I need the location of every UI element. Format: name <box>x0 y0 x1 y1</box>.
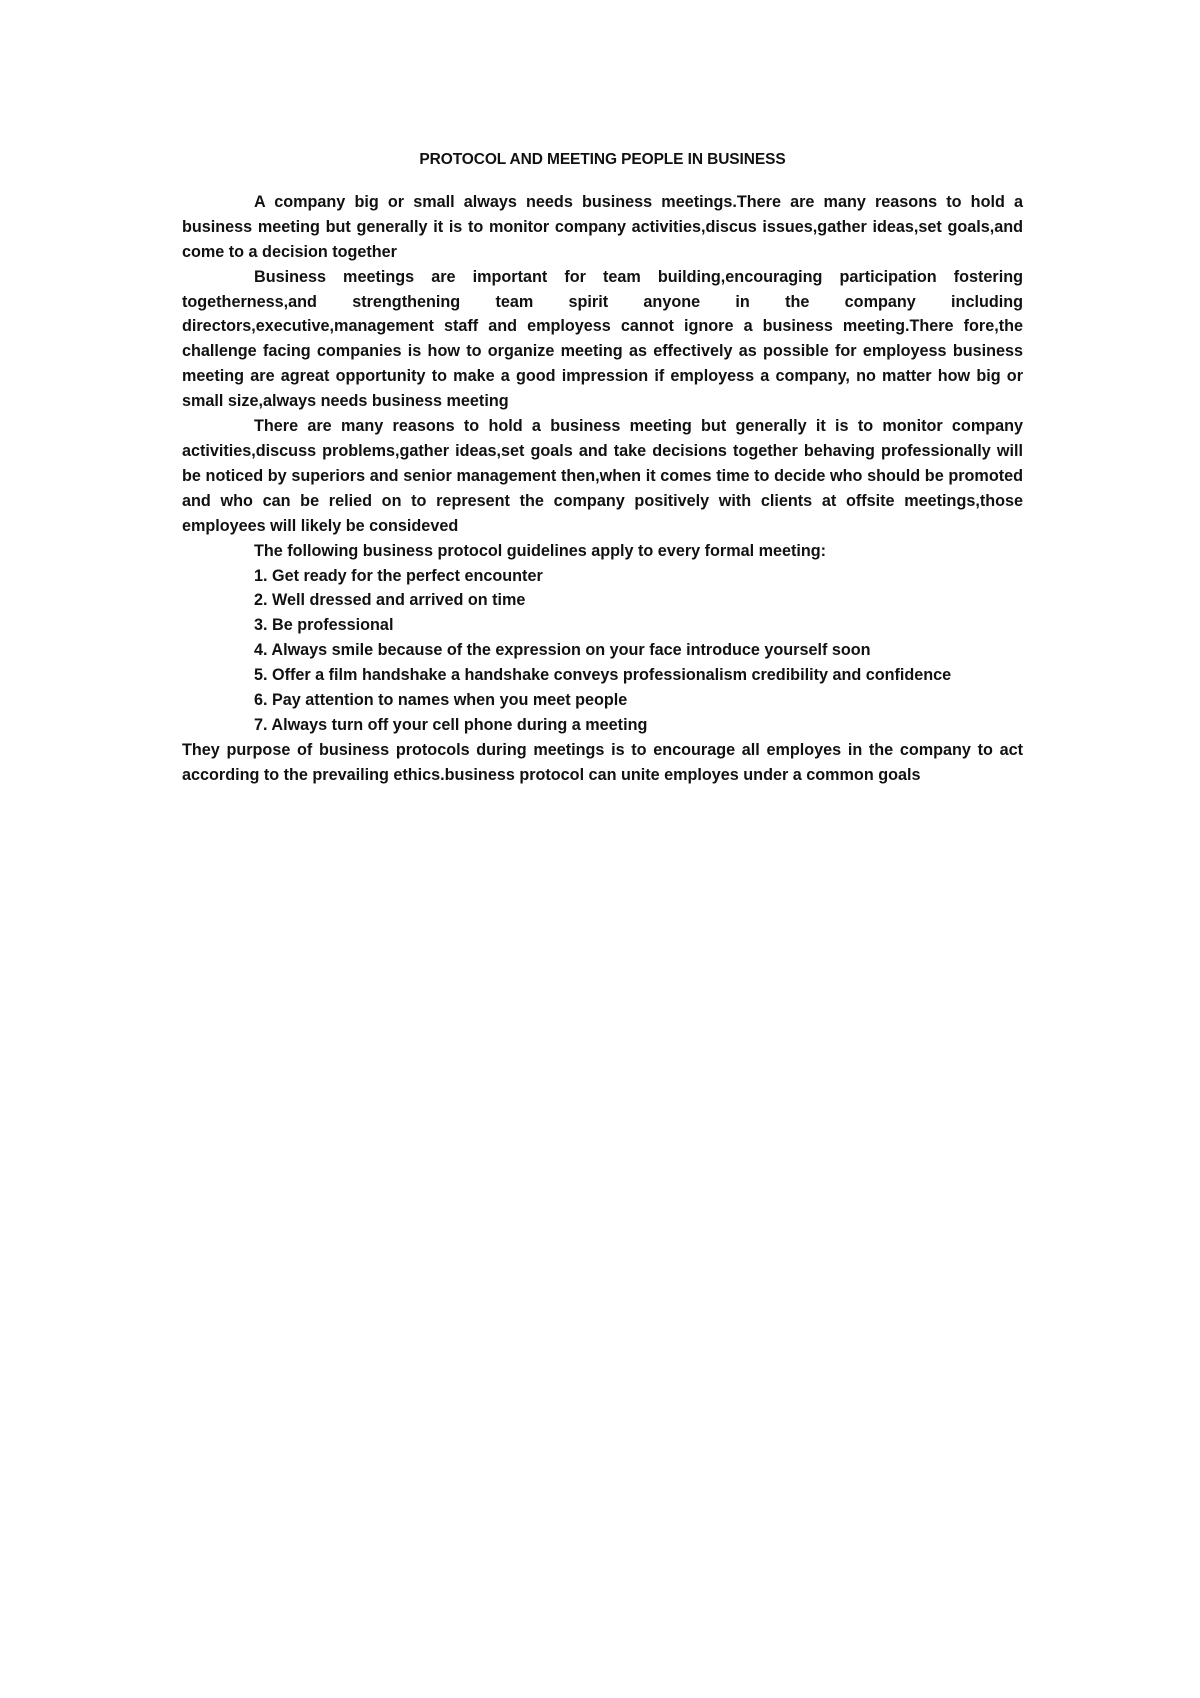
list-item: 7. Always turn off your cell phone during a meeting <box>254 715 648 734</box>
document-title: PROTOCOL AND MEETING PEOPLE IN BUSINESS <box>419 151 786 168</box>
list-item: 2. Well dressed and arrived on time <box>254 591 526 610</box>
guideline-list <box>182 564 1023 738</box>
list-item: 6. Pay attention to names when you meet people <box>254 691 628 710</box>
list-intro: The following business protocol guidelines apply to every formal meeting: <box>254 541 827 560</box>
list-item: 5. Offer a film handshake a handshake conveys professionalism credibility and confidence <box>254 666 952 685</box>
paragraph: There are many reasons to hold a business meeting but generally it is to monitor company activities,discuss problems,gather ideas,set goals and take decisions together behaving professionally will be noticed by superiors and senior management then,when it comes time to decide who should be promoted and who can be relied on to represent the company positively with clients at offsite meetings,those employees will likely be consideved <box>182 417 1023 535</box>
paragraph: Business meetings are important for team building,encouraging participation fostering togetherness,and strengthening team spirit anyone in the company including directors,executive,management staff and employess cannot ignore a business meeting.There fore,the challenge facing companies is how to organize meeting as effectively as possible for employess business meeting are agreat opportunity to make a good impression if employess a company, no matter how big or small size,always needs business meeting <box>182 267 1023 411</box>
list-item: 1. Get ready for the perfect encounter <box>254 566 543 585</box>
document-body <box>182 148 1023 788</box>
paragraph: A company big or small always needs business meetings.There are many reasons to hold a business meeting but generally it is to monitor company activities,discus issues,gather ideas,set goals,and come to a decision together <box>182 192 1023 261</box>
list-item: 4. Always smile because of the expression on your face introduce yourself soon <box>254 641 871 660</box>
list-item: 3. Be professional <box>254 616 394 635</box>
closing-paragraph: They purpose of business protocols during meetings is to encourage all employes in the company to act according to the prevailing ethics.business protocol can unite employes under a common goals <box>182 740 1023 784</box>
